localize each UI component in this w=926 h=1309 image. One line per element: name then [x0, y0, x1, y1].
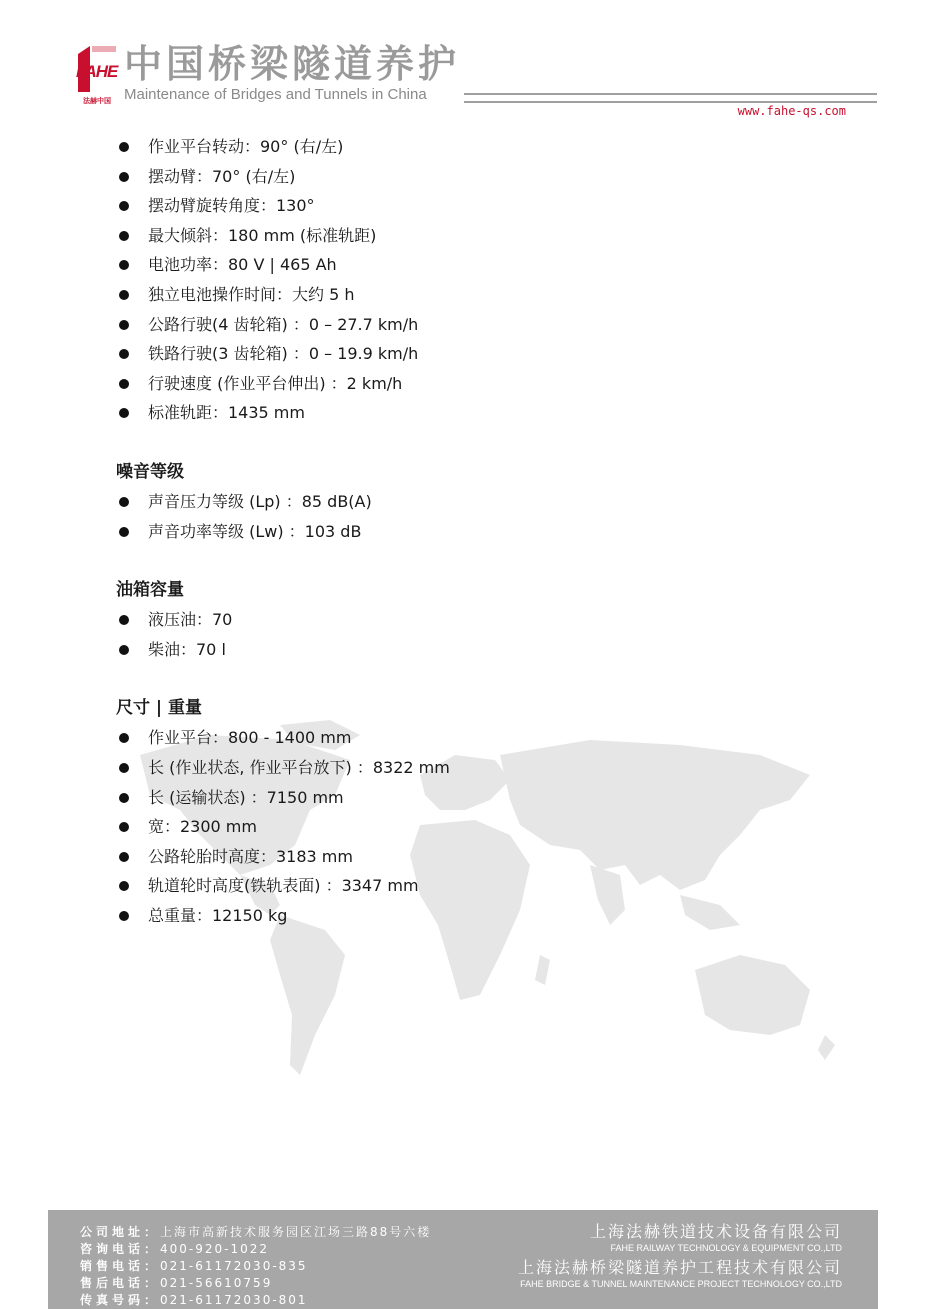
bullet-icon: [119, 497, 129, 507]
bullet-icon: [119, 733, 129, 743]
bullet-icon: [119, 379, 129, 389]
spec-item-rail-speed: 铁路行驶(3 齿轮箱) ：0 – 19.9 km/h: [116, 339, 816, 369]
footer-companies: [518, 1222, 842, 1290]
spec-content: [116, 132, 816, 930]
spec-item-battery-time: 独立电池操作时间：大约 5 h: [116, 280, 816, 310]
dimensions-heading: 尺寸 | 重量: [116, 698, 203, 719]
bullet-icon: [119, 408, 129, 418]
bullet-icon: [119, 793, 129, 803]
dimensions-item-rail-height: 轨道轮时高度(铁轨表面) ：3347 mm: [116, 871, 816, 901]
noise-heading: 噪音等级: [116, 461, 184, 482]
noise-item-power: 声音功率等级 (Lw) ：103 dB: [116, 517, 816, 547]
spec-item-platform-rotation: 作业平台转动：90° (右/左): [116, 132, 816, 162]
bullet-icon: [119, 260, 129, 270]
dimensions-item-width: 宽：2300 mm: [116, 812, 816, 842]
website-link[interactable]: www.fahe-qs.com: [737, 104, 846, 118]
footer-contacts: [80, 1224, 431, 1309]
contact-fax: 传真号码：021-61172030-801: [80, 1293, 308, 1307]
company1-name-cn: 上海法赫铁道技术设备有限公司: [589, 1222, 842, 1241]
company2-name-cn: 上海法赫桥梁隧道养护工程技术有限公司: [517, 1258, 842, 1277]
bullet-icon: [119, 527, 129, 537]
bullet-icon: [119, 231, 129, 241]
bullet-icon: [119, 172, 129, 182]
bullet-icon: [119, 142, 129, 152]
company2-name-en: FAHE BRIDGE & TUNNEL MAINTENANCE PROJECT TECHNOLOGY CO.,LTD: [520, 1279, 842, 1289]
page-footer: [48, 1210, 878, 1309]
spec-item-road-speed: 公路行驶(4 齿轮箱) ：0 – 27.7 km/h: [116, 310, 816, 340]
bullet-icon: [119, 822, 129, 832]
contact-address: 公司地址：上海市高新技术服务园区江场三路88号六楼: [80, 1225, 432, 1239]
spec-item-travel-speed: 行驶速度 (作业平台伸出) ：2 km/h: [116, 369, 816, 399]
spec-item-max-tilt: 最大倾斜：180 mm (标准轨距): [116, 221, 816, 251]
header-divider: [464, 93, 877, 103]
tank-item-diesel: 柴油：70 l: [116, 635, 816, 665]
dimensions-item-length-working: 长 (作业状态, 作业平台放下) ：8322 mm: [116, 753, 816, 783]
bullet-icon: [119, 615, 129, 625]
tank-heading: 油箱容量: [116, 580, 184, 601]
tank-item-hydraulic: 液压油：70: [116, 605, 816, 635]
tank-list: [116, 605, 816, 664]
spec-item-track-gauge: 标准轨距：1435 mm: [116, 398, 816, 428]
noise-list: [116, 487, 816, 546]
spec-item-swing-arm: 摆动臂：70° (右/左): [116, 162, 816, 192]
fahe-logo: [76, 44, 118, 106]
dimensions-item-platform: 作业平台：800 - 1400 mm: [116, 723, 816, 753]
spec-item-swing-arm-angle: 摆动臂旋转角度：130°: [116, 191, 816, 221]
logo-sub-text: 法赫中国: [83, 97, 111, 105]
bullet-icon: [119, 201, 129, 211]
logo-brand-text: FAHE: [76, 62, 118, 81]
bullet-icon: [119, 763, 129, 773]
bullet-icon: [119, 349, 129, 359]
bullet-icon: [119, 881, 129, 891]
bullet-icon: [119, 320, 129, 330]
company1-name-en: FAHE RAILWAY TECHNOLOGY & EQUIPMENT CO.,LTD: [610, 1243, 842, 1253]
header-title-cn: 中国桥梁隧道养护: [124, 42, 461, 86]
dimensions-item-total-weight: 总重量：12150 kg: [116, 901, 816, 931]
contact-service-phone: 售后电话：021-56610759: [80, 1276, 273, 1290]
contact-sales-phone: 销售电话：021-61172030-835: [80, 1259, 308, 1273]
header-title-en: Maintenance of Bridges and Tunnels in China: [124, 86, 427, 103]
spec-item-battery-power: 电池功率：80 V | 465 Ah: [116, 250, 816, 280]
noise-item-pressure: 声音压力等级 (Lp) ：85 dB(A): [116, 487, 816, 517]
bullet-icon: [119, 290, 129, 300]
dimensions-list: [116, 723, 816, 930]
bullet-icon: [119, 911, 129, 921]
dimensions-item-length-transport: 长 (运输状态) ：7150 mm: [116, 783, 816, 813]
spec-list: [116, 132, 816, 428]
contact-inquiry-phone: 咨询电话：400-920-1022: [80, 1242, 270, 1256]
page-header: [0, 0, 926, 130]
bullet-icon: [119, 852, 129, 862]
bullet-icon: [119, 645, 129, 655]
dimensions-item-road-height: 公路轮胎时高度：3183 mm: [116, 842, 816, 872]
